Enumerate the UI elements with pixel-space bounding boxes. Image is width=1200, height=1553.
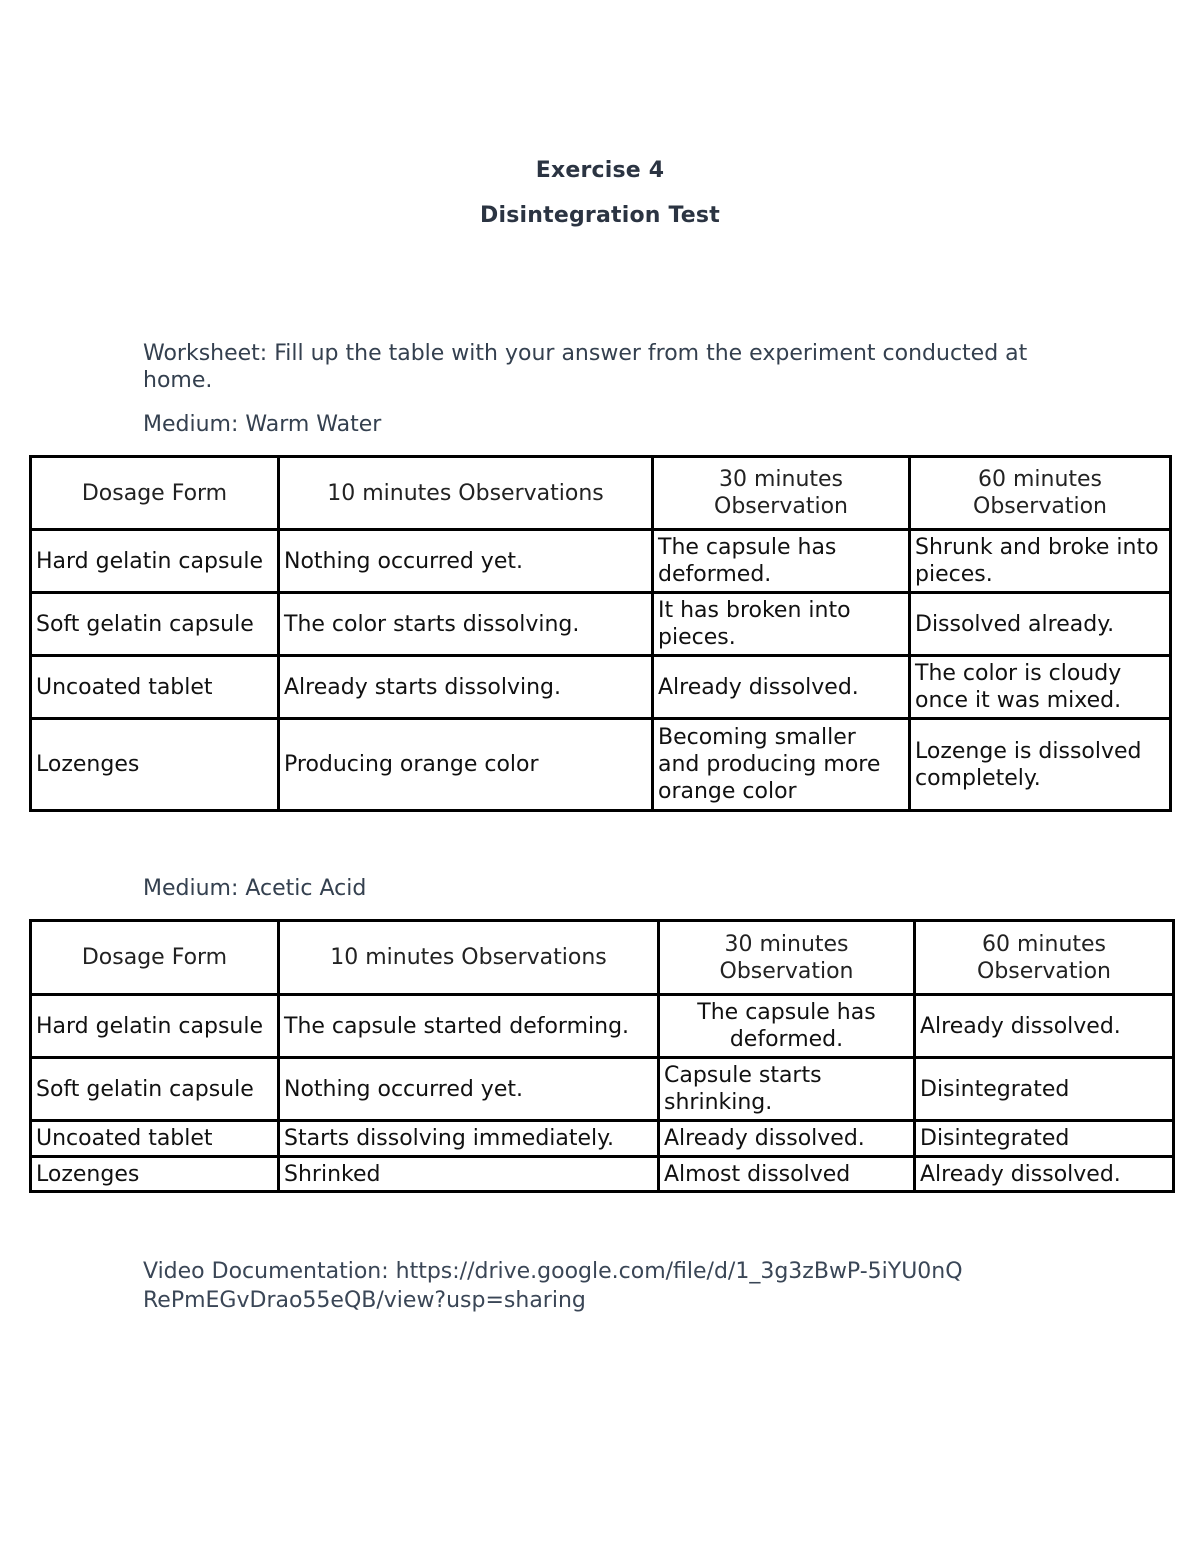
table-cell: Disintegrated (915, 1121, 1174, 1157)
page-title: Disintegration Test (480, 203, 720, 228)
table-cell: Hard gelatin capsule (31, 530, 279, 593)
table-cell: Almost dissolved (659, 1157, 915, 1192)
table-cell: Nothing occurred yet. (279, 1058, 659, 1121)
table-cell: Already dissolved. (915, 1157, 1174, 1192)
table-cell: Shrinked (279, 1157, 659, 1192)
table-cell: It has broken into pieces. (653, 593, 910, 656)
table-cell: Shrunk and broke into pieces. (910, 530, 1171, 593)
medium-label-acetic-acid: Medium: Acetic Acid (143, 876, 367, 901)
column-header: 10 minutes Observations (279, 921, 659, 995)
table-cell: Producing orange color (279, 719, 653, 811)
column-header: 60 minutes Observation (915, 921, 1174, 995)
column-header: 60 minutes Observation (910, 457, 1171, 530)
column-header: 30 minutes Observation (653, 457, 910, 530)
table-cell: Already starts dissolving. (279, 656, 653, 719)
table-header-row (31, 457, 1171, 530)
table-row (31, 656, 1171, 719)
table-cell: Capsule starts shrinking. (659, 1058, 915, 1121)
table-cell: Already dissolved. (659, 1121, 915, 1157)
table-cell: Soft gelatin capsule (31, 593, 279, 656)
table-cell: Disintegrated (915, 1058, 1174, 1121)
table-cell: Becoming smaller and producing more orange color (653, 719, 910, 811)
table-cell: Soft gelatin capsule (31, 1058, 279, 1121)
table-row (31, 593, 1171, 656)
table-row (31, 719, 1171, 811)
table-cell: Already dissolved. (653, 656, 910, 719)
observation-table-warm-water (29, 455, 1172, 812)
table-cell: Nothing occurred yet. (279, 530, 653, 593)
column-header: 10 minutes Observations (279, 457, 653, 530)
medium-label-warm-water: Medium: Warm Water (143, 412, 382, 437)
table-cell: The color is cloudy once it was mixed. (910, 656, 1171, 719)
table-cell: The capsule has deformed. (659, 995, 915, 1058)
video-documentation-link[interactable]: Video Documentation: https://drive.google.com/file/d/1_3g3zBwP-5iYU0nQRePmEGvDrao55eQB/view?usp=sharing (143, 1259, 963, 1313)
table-cell: Uncoated tablet (31, 656, 279, 719)
table-cell: Lozenges (31, 1157, 279, 1192)
table-row (31, 1058, 1174, 1121)
exercise-title: Exercise 4 (535, 158, 665, 183)
table-row (31, 995, 1174, 1058)
table-cell: Hard gelatin capsule (31, 995, 279, 1058)
worksheet-instruction: Worksheet: Fill up the table with your answer from the experiment conducted at home. (143, 341, 1028, 393)
table-row (31, 1157, 1174, 1192)
column-header: Dosage Form (31, 921, 279, 995)
table-row (31, 530, 1171, 593)
table-cell: Uncoated tablet (31, 1121, 279, 1157)
table-cell: Dissolved already. (910, 593, 1171, 656)
table-cell: Starts dissolving immediately. (279, 1121, 659, 1157)
column-header: Dosage Form (31, 457, 279, 530)
table-cell: The capsule has deformed. (653, 530, 910, 593)
column-header: 30 minutes Observation (659, 921, 915, 995)
table-cell: Already dissolved. (915, 995, 1174, 1058)
observation-table-acetic-acid (29, 919, 1175, 1193)
table-row (31, 1121, 1174, 1157)
table-cell: Lozenge is dissolved completely. (910, 719, 1171, 811)
table-cell: The color starts dissolving. (279, 593, 653, 656)
table-cell: Lozenges (31, 719, 279, 811)
table-cell: The capsule started deforming. (279, 995, 659, 1058)
table-header-row (31, 921, 1174, 995)
